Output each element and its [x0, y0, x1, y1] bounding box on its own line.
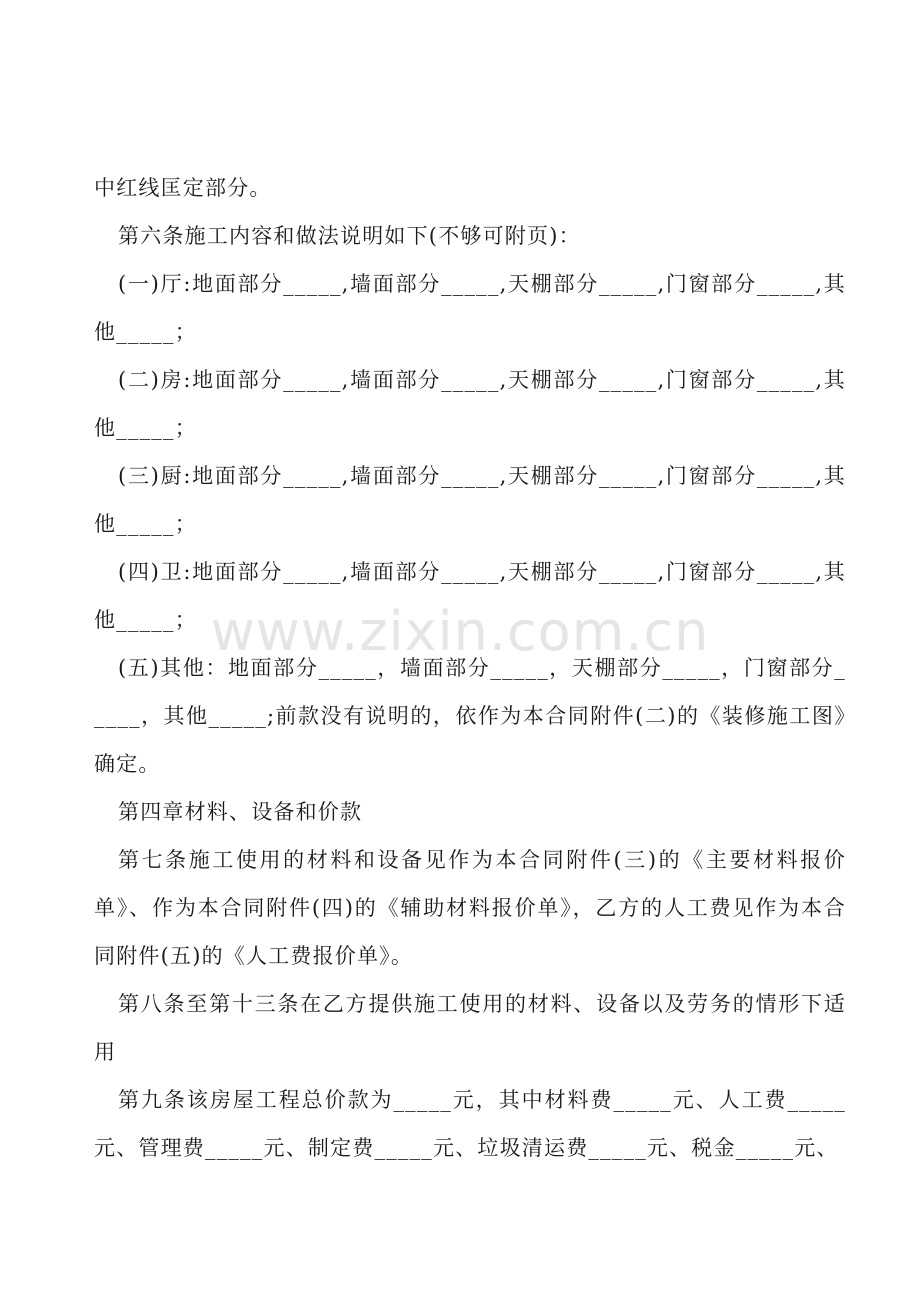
paragraph-1: 中红线匡定部分。: [94, 176, 272, 200]
watermark: www.zixin.com.cn: [210, 600, 710, 663]
paragraph-3: (一)厅:地面部分_____,墙面部分_____,天棚部分_____,门窗部分_____,其他_____；: [94, 272, 846, 344]
paragraph-4: (二)房:地面部分_____,墙面部分_____,天棚部分_____,门窗部分_____,其他_____；: [94, 368, 846, 440]
paragraph-6: (四)卫:地面部分_____,墙面部分_____,天棚部分_____,门窗部分_____,其他_____；: [94, 560, 846, 632]
paragraph-2: 第六条施工内容和做法说明如下(不够可附页)：: [118, 224, 581, 248]
paragraph-11: 第九条该房屋工程总价款为_____元，其中材料费_____元、人工费_____元、管理费_____元、制定费_____元、垃圾清运费_____元、税金_____元、: [94, 1088, 846, 1160]
chapter-heading: 第四章材料、设备和价款: [118, 800, 363, 824]
paragraph-7: (五)其他：地面部分_____，墙面部分_____，天棚部分_____，门窗部分_____，其他_____;前款没有说明的，依作为本合同附件(二)的《装修施工图》确定。: [94, 656, 846, 776]
document-body: [94, 164, 846, 1172]
paragraph-5: (三)厨:地面部分_____,墙面部分_____,天棚部分_____,门窗部分_____,其他_____；: [94, 464, 846, 536]
paragraph-10: 第八条至第十三条在乙方提供施工使用的材料、设备以及劳务的情形下适用: [94, 992, 846, 1064]
paragraph-9: 第七条施工使用的材料和设备见作为本合同附件(三)的《主要材料报价单》、作为本合同附件(四)的《辅助材料报价单》，乙方的人工费见作为本合同附件(五)的《人工费报价单》。: [94, 848, 846, 968]
